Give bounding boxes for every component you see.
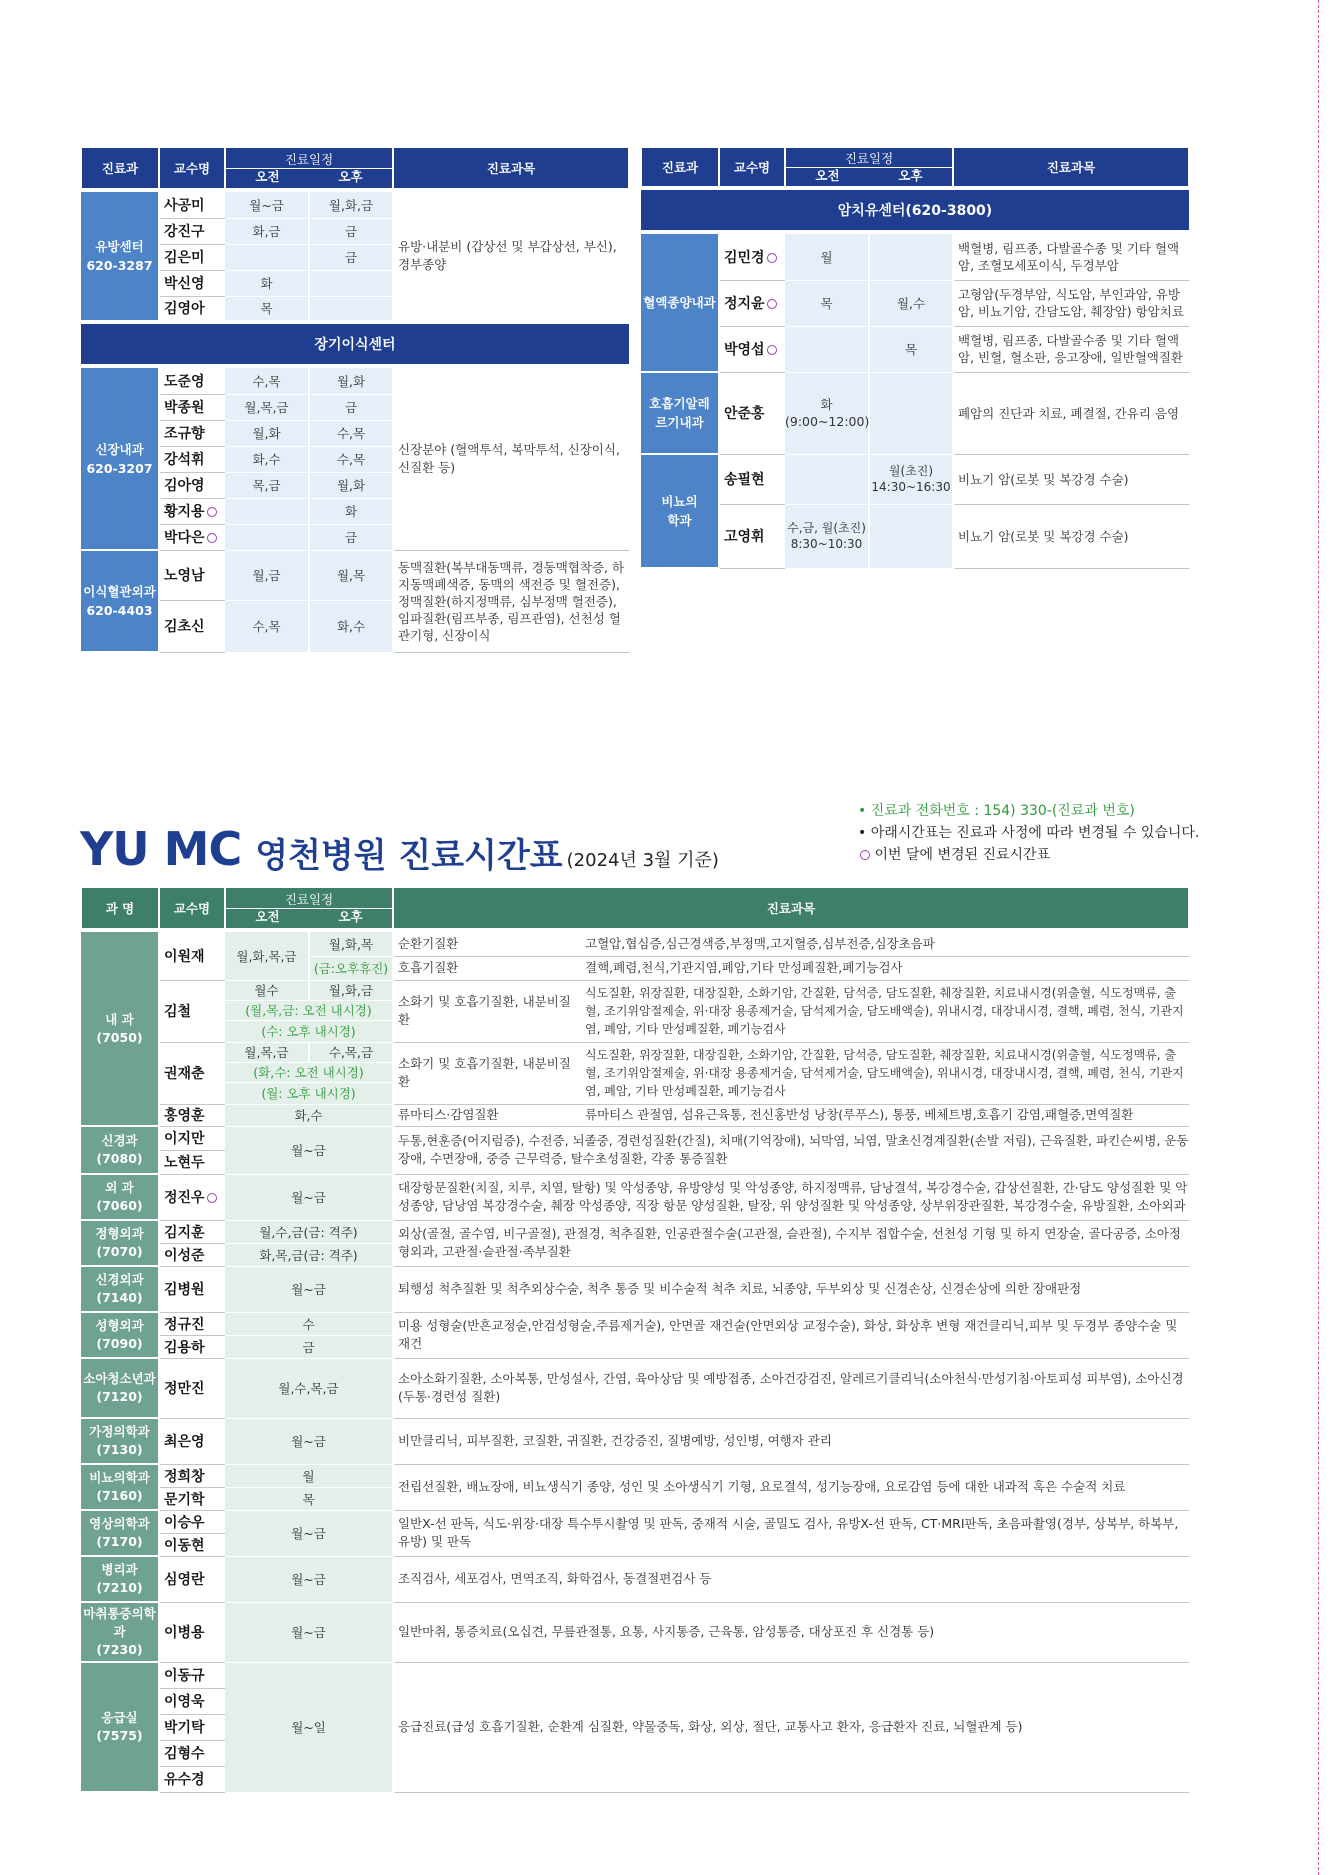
pulm-dept: 호흡기알레르기내과 [641,372,719,454]
subject: 전립선질환, 배뇨장애, 비뇨생식기 종양, 성인 및 소아생식기 기형, 요로결석, 성기능장애, 요로감염 등에 대한 내과적 혹은 수술적 치료 [393,1464,1189,1510]
yumc-logo: YU MC [80,822,242,876]
schedule: 월~금 [225,1266,393,1312]
doctor-name: 이동현 [159,1533,225,1556]
doctor-name: 사공미 [159,192,225,218]
dept-cell: 가정의학과 (7130) [81,1418,159,1464]
schedule: 수 [225,1312,393,1335]
doctor-name: 문기학 [159,1487,225,1510]
col-prof: 교수명 [159,148,225,188]
changed-mark-icon [207,533,217,543]
schedule: 월 [225,1464,393,1487]
doctor-name: 이동규 [159,1662,225,1688]
dept-cell: 외 과 (7060) [81,1174,159,1220]
uro-dept: 비뇨의학과 [641,454,719,568]
im-dept: 내 과 (7050) [81,932,159,1126]
schedule: 월~금 [225,1556,393,1602]
subject: 비만클리닉, 피부질환, 코질환, 귀질환, 건강증진, 질병예방, 성인병, 여행자 관리 [393,1418,1189,1464]
transplant-breast-table: 진료과 교수명 진료일정 오전 오후 진료과목 유방센터 620-3287 사공미 월~금 월,화,금 유방·내분비 (갑상선 및 부갑상선, 부신), 경부종양 강진구 화,금 금 김은미 금 박신영 화 김영아 목 장기이식센터 신장내과 620-3207 도준영 수,목 월,화 신장분야 (혈액투석, 복막투석, 신장이식, 신질환 등) 박종원 월,목,금 금 조규향 월,화 수,목 강석휘 화,수 수,목 김아영 목,금 월,화 황지용 화 박다은 금 이식혈관외과 620-4403 노영남 월,금 월,목 동맥질환(복부대동맥류, 경동맥협착증, 하지동맥폐색증, 동맥의 색전증 및 혈전증), 정맥질환(하지정맥류, 심부정맥 혈전증), 임파질환(림프부종, 림프관염), 선천성 혈관기형, 신장이식 김초신 수,목 화,수 [80,148,630,653]
header-notes: • 진료과 전화번호 : 154) 330-(진료과 번호) • 아래시간표는 진료과 사정에 따라 변경될 수 있습니다. 이번 달에 변경된 진료시간표 [858,803,1200,863]
schedule: 화,목,금(금: 격주) [225,1243,393,1266]
cancer-center-band: 암치유센터(620-3800) [641,188,1189,230]
dept-cell: 마취통증의학과 (7230) [81,1602,159,1662]
page-header [80,822,719,876]
subject: 응급진료(급성 호흡기질환, 순환계 심질환, 약물중독, 화상, 외상, 절단, 교통사고 환자, 응급환자 진료, 뇌혈관계 등) [393,1662,1189,1792]
doctor-name: 이성준 [159,1243,225,1266]
subject: 외상(골절, 골수염, 비구골절), 관절경, 척추질환, 인공관절수술(고관절, 슬관절), 수지부 접합수술, 선천성 기형 및 하지 연장술, 골다공증, 소아정형외과, 고관절·슬관절·족부질환 [393,1220,1189,1266]
schedule: 월,수,금(금: 격주) [225,1220,393,1243]
transplant-center-band: 장기이식센터 [81,322,629,364]
page-margin-guide [1318,0,1319,1875]
schedule: 월~금 [225,1174,393,1220]
doctor-name: 김용하 [159,1335,225,1358]
page-title: 영천병원 진료시간표 [255,836,563,876]
changed-mark-icon [860,850,870,860]
subject: 두통,현훈증(어지럼증), 수전증, 뇌졸중, 경련성질환(간질), 치매(기억장애), 뇌막염, 뇌염, 말초신경계질환(손발 저림), 근육질환, 파킨슨씨병, 운동장애, 수면장애, 중증 근무력증, 탈수초성질환, 각종 통증질환 [393,1126,1189,1174]
dept-cell: 비뇨의학과 (7160) [81,1464,159,1510]
col-dept: 진료과 [81,148,159,188]
doctor-name: 이영욱 [159,1688,225,1714]
subject: 소아소화기질환, 소아복통, 만성설사, 간염, 육아상담 및 예방접종, 소아건강검진, 알레르기클리닉(소아천식·만성기침·아토피성 피부염), 소아신경(두통·경련성 질환) [393,1358,1189,1418]
vasc-dept: 이식혈관외과 620-4403 [81,550,159,652]
dept-cell: 신경과 (7080) [81,1126,159,1174]
subject: 퇴행성 척추질환 및 척추외상수술, 척추 통증 및 비수술적 척추 치료, 뇌종양, 두부외상 및 신경손상, 신경손상에 의한 장애판정 [393,1266,1189,1312]
doctor-name: 심영란 [159,1556,225,1602]
doctor-name: 이지만 [159,1126,225,1150]
col-sched: 진료일정 오전 오후 [225,148,393,188]
changed-mark-icon [767,299,777,309]
schedule: 목 [225,1487,393,1510]
changed-mark-icon [207,1193,217,1203]
subject: 미용 성형술(반흔교정술,안검성형술,주름제거술), 안면골 재건술(안면외상 교정수술), 화상, 화상후 변형 재건클리닉,피부 및 두경부 종양수술 및 재건 [393,1312,1189,1358]
doctor-name: 박기탁 [159,1714,225,1740]
dept-cell: 성형외과 (7090) [81,1312,159,1358]
changed-mark-icon [207,507,217,517]
schedule: 금 [225,1335,393,1358]
schedule: 월~금 [225,1418,393,1464]
main-schedule-table: 과 명 교수명 진료일정 오전 오후 진료과목 내 과 (7050) 이원재 월,화,목,금 월,화,목 순환기질환 고혈압,협심증,심근경색증,부정맥,고지혈증,심부전증,심장초음파 (금:오후휴진) 호흡기질환 결핵,폐렴,천식,기관지염,폐암,기타 만성폐질환,폐기능검사 김철 월수 월,화,금 소화기 및 호흡기질환, 내분비질환 식도질환, 위장질환, 대장질환, 소화기암, 간질환, 담석증, 담도질환, 췌장질환, 치료내시경(위출혈, 식도정맥류, 출혈, 조기위암절제술, 위·대장 용종제거술, 담석제거술, 담도배액술), 위내시경, 대장내시경, 결핵, 폐렴, 천식, 기관지염, 폐암, 기타 만성폐질환, 폐기능검사 (월,목,금: 오전 내시경) (수: 오후 내시경) 권재춘 월,목,금 수,목,금 소화기 및 호흡기질환, 내분비질환 식도질환, 위장질환, 대장질환, 소화기암, 간질환, 담석증, 담도질환, 췌장질환, 치료내시경(위출혈, 식도정맥류, 출혈, 조기위암절제술, 위·대장 용종제거술, 담석제거술, 담도배액술), 위내시경, 대장내시경, 결핵, 폐렴, 천식, 기관지염, 폐암, 기타 만성폐질환, 폐기능검사 (화,수: 오전 내시경) (월: 오후 내시경) 홍영훈 화,수 류마티스·감염질환 류마티스 관절염, 섬유근육통, 전신홍반성 낭창(루푸스), 통풍, 베체트병,호흡기 감염,패혈증,면역질환 신경과 (7080) 이지만 월~금 두통,현훈증(어지럼증), 수전증, 뇌졸중, 경련성질환(간질), 치매(기억장애), 뇌막염, 뇌염, 말초신경계질환(손발 저림), 근육질환, 파킨슨씨병, 운동장애, 수면장애, 중증 근무력증, 탈수초성질환, 각종 통증질환 노현두 외 과 (7060) 정진우 월~금 대장항문질환(치질, 치루, 치열, 탈항) 및 악성종양, 유방양성 및 악성종양, 하지정맥류, 담낭결석, 복강경수술, 갑상선질환, 간·담도 양성질환 및 악성종양, 담낭염 복강경수술, 췌장 악성종양, 직장 항문 양성질환, 탈장, 위 양성질환 및 악성종양, 상부위장관질환, 복강경수술, 유방질환, 소아외과 정형외과 (7070) 김지훈 월,수,금(금: 격주) 외상(골절, 골수염, 비구골절), 관절경, 척추질환, 인공관절수술(고관절, 슬관절), 수지부 접합수술, 선천성 기형 및 하지 연장술, 골다공증, 소아정형외과, 고관절·슬관절·족부질환 이성준 화,목,금(금: 격주) 신경외과 (7140) 김병원 월~금 퇴행성 척추질환 및 척추외상수술, 척추 통증 및 비수술적 척추 치료, 뇌종양, 두부외상 및 신경손상, 신경손상에 의한 장애판정 성형외과 (7090) 정규진 수 미용 성형술(반흔교정술,안검성형술,주름제거술), 안면골 재건술(안면외상 교정수술), 화상, 화상후 변형 재건클리닉,피부 및 두경부 종양수술 및 재건 김용하 금 소아청소년과 (7120) 정만진 월,수,목,금 소아소화기질환, 소아복통, 만성설사, 간염, 육아상담 및 예방접종, 소아건강검진, 알레르기클리닉(소아천식·만성기침·아토피성 피부염), 소아신경(두통·경련성 질환) 가정의학과 (7130) 최은영 월~금 비만클리닉, 피부질환, 코질환, 귀질환, 건강증진, 질병예방, 성인병, 여행자 관리 비뇨의학과 (7160) 정희창 월 전립선질환, 배뇨장애, 비뇨생식기 종양, 성인 및 소아생식기 기형, 요로결석, 성기능장애, 요로감염 등에 대한 내과적 혹은 수술적 치료 문기학 목 영상의학과 (7170) 이승우 월~금 일반X-선 판독, 식도·위장·대장 특수투시촬영 및 판독, 중재적 시술, 골밀도 검사, 유방X-선 판독, CT·MRI판독, 초음파촬영(경부, 상복부, 하복부, 유방) 및 판독 이동현 병리과 (7210) 심영란 월~금 조직검사, 세포검사, 면역조직, 화학검사, 동결절편검사 등 마취통증의학과 (7230) 이병용 월~금 일반마취, 통증치료(오십견, 무릎관절통, 요통, 사지통증, 근육통, 암성통증, 대상포진 후 신경통 등) 응급실 (7575) 이동규 월~일 응급진료(급성 호흡기질환, 순환계 심질환, 약물중독, 화상, 외상, 절단, 교통사고 환자, 응급환자 진료, 뇌혈관계 등) 이영욱 박기탁 김형수 유수경 [80,888,1190,1793]
doctor-name: 최은영 [159,1418,225,1464]
nephro-subject: 신장분야 (혈액투석, 복막투석, 신장이식, 신질환 등) [393,368,629,550]
doctor-name: 정규진 [159,1312,225,1335]
dept-cell: 병리과 (7210) [81,1556,159,1602]
dept-cell: 영상의학과 (7170) [81,1510,159,1556]
hemo-dept: 혈액종양내과 [641,234,719,372]
breast-subject: 유방·내분비 (갑상선 및 부갑상선, 부신), 경부종양 [393,192,629,322]
doctor-name: 정희창 [159,1464,225,1487]
changed-mark-icon [767,253,777,263]
doctor-name: 김병원 [159,1266,225,1312]
subject: 대장항문질환(치질, 치루, 치열, 탈항) 및 악성종양, 유방양성 및 악성종양, 하지정맥류, 담낭결석, 복강경수술, 갑상선질환, 간·담도 양성질환 및 악성종양, 담낭염 복강경수술, 췌장 악성종양, 직장 항문 양성질환, 탈장, 위 양성질환 및 악성종양, 상부위장관질환, 복강경수술, 유방질환, 소아외과 [393,1174,1189,1220]
cancer-center-table: 진료과 교수명 진료일정 오전 오후 진료과목 암치유센터(620-3800) 혈액종양내과 김민경 월 백혈병, 림프종, 다발골수종 및 기타 혈액암, 조혈모세포이식, 두경부암 정지윤 목 월,수 고형암(두경부암, 식도암, 부인과암, 유방암, 비뇨기암, 간담도암, 췌장암) 항암치료 박영섭 목 백혈병, 림프종, 다발골수종 및 기타 혈액암, 빈혈, 혈소판, 응고장애, 일반혈액질환 호흡기알레르기내과 안준홍 화 (9:00~12:00) 폐암의 진단과 치료, 폐결절, 간유리 음영 비뇨의학과 송필현 월(초진) 14:30~16:30 비뇨기 암(로봇 및 복강경 수술) 고영휘 수,금, 월(초진) 8:30~10:30 비뇨기 암(로봇 및 복강경 수술) [640,148,1190,569]
doctor-name: 유수경 [159,1766,225,1792]
subject: 조직검사, 세포검사, 면역조직, 화학검사, 동결절편검사 등 [393,1556,1189,1602]
doctor-name: 노현두 [159,1150,225,1174]
doctor-name: 이승우 [159,1510,225,1533]
schedule: 월~금 [225,1510,393,1556]
schedule: 월~금 [225,1126,393,1174]
col-subject: 진료과목 [393,148,629,188]
vasc-subject: 동맥질환(복부대동맥류, 경동맥협착증, 하지동맥폐색증, 동맥의 색전증 및 혈전증), 정맥질환(하지정맥류, 심부정맥 혈전증), 임파질환(림프부종, 림프관염), 선천성 혈관기형, 신장이식 [393,550,629,652]
doctor-name: 이병용 [159,1602,225,1662]
doctor-name: 김형수 [159,1740,225,1766]
subject: 일반마취, 통증치료(오십견, 무릎관절통, 요통, 사지통증, 근육통, 암성통증, 대상포진 후 신경통 등) [393,1602,1189,1662]
subject: 일반X-선 판독, 식도·위장·대장 특수투시촬영 및 판독, 중재적 시술, 골밀도 검사, 유방X-선 판독, CT·MRI판독, 초음파촬영(경부, 상복부, 하복부, 유방) 및 판독 [393,1510,1189,1556]
schedule: 월~일 [225,1662,393,1792]
dept-cell: 응급실 (7575) [81,1662,159,1792]
page-subtitle: (2024년 3월 기준) [566,850,719,871]
dept-cell: 정형외과 (7070) [81,1220,159,1266]
schedule: 월,수,목,금 [225,1358,393,1418]
changed-mark-icon [767,345,777,355]
dept-cell: 신경외과 (7140) [81,1266,159,1312]
schedule: 월~금 [225,1602,393,1662]
nephro-dept: 신장내과 620-3207 [81,368,159,550]
breast-dept: 유방센터 620-3287 [81,192,159,322]
doctor-name: 정만진 [159,1358,225,1418]
doctor-name: 김지훈 [159,1220,225,1243]
doctor-name: 정진우 [159,1174,225,1220]
dept-cell: 소아청소년과 (7120) [81,1358,159,1418]
